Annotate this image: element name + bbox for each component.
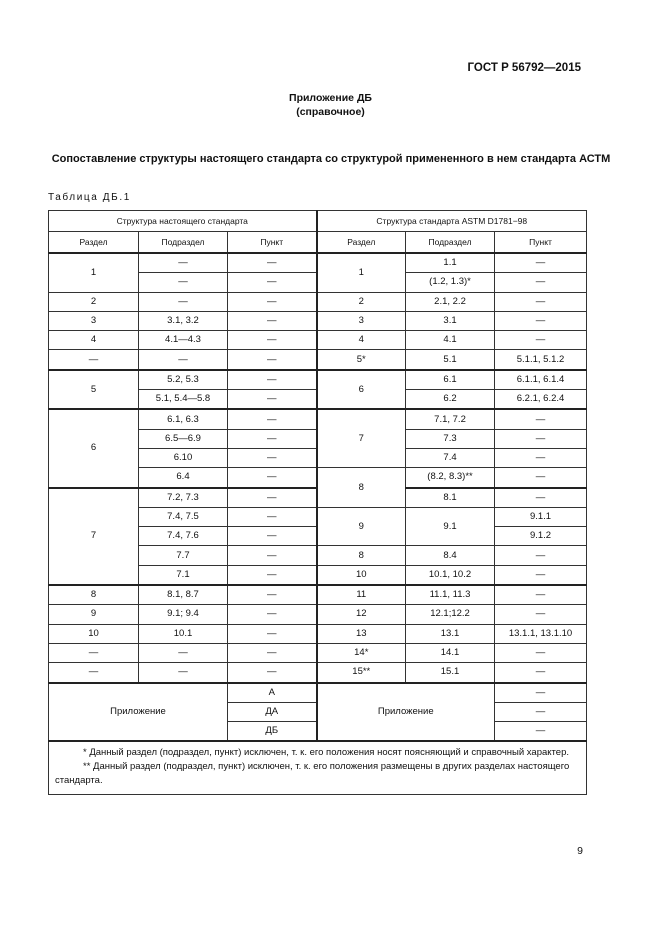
table-cell: — (228, 331, 317, 350)
table-cell: 4 (317, 331, 406, 350)
appendix-type: (справочное) (296, 106, 365, 118)
table-cell: — (228, 350, 317, 370)
table-cell: — (139, 663, 228, 683)
document-header-standard: ГОСТ Р 56792—2015 (467, 62, 581, 74)
table-cell: 7.4, 7.5 (139, 507, 228, 526)
table-cell: 11.1, 11.3 (406, 585, 495, 605)
table-cell: 4 (49, 331, 139, 350)
footnotes (49, 741, 587, 795)
table-row (49, 643, 587, 662)
table-cell: 6 (317, 370, 406, 410)
table-cell: — (139, 253, 228, 273)
table-cell: — (228, 370, 317, 390)
table-cell: 5* (317, 350, 406, 370)
table-cell: — (495, 331, 587, 350)
table-cell: 5.1, 5.4—5.8 (139, 390, 228, 410)
table-row (49, 331, 587, 350)
table-cell: 2 (317, 292, 406, 311)
table-cell: 8 (317, 468, 406, 508)
table-cell: — (228, 643, 317, 662)
table-cell: — (228, 390, 317, 410)
table-cell: — (228, 311, 317, 330)
table-column-header-row (49, 232, 587, 254)
table-cell: 8.4 (406, 546, 495, 565)
table-cell: 6.10 (139, 448, 228, 467)
table-row (49, 624, 587, 643)
table-cell: — (228, 605, 317, 624)
table-cell: 6.1, 6.3 (139, 409, 228, 429)
table-cell: — (495, 409, 587, 429)
table-cell: — (139, 292, 228, 311)
table-cell: 10 (317, 565, 406, 585)
table-cell: 9.1 (406, 507, 495, 546)
table-cell: 14* (317, 643, 406, 662)
table-cell: 9.1.2 (495, 527, 587, 546)
table-cell: — (495, 488, 587, 508)
table-cell: Приложение (49, 683, 228, 742)
table-cell: — (495, 546, 587, 565)
table-caption: Таблица ДБ.1 (48, 192, 131, 203)
table-cell: 9.1.1 (495, 507, 587, 526)
table-cell: 14.1 (406, 643, 495, 662)
table-cell: 13.1 (406, 624, 495, 643)
table-row (49, 350, 587, 370)
section-heading: Сопоставление структуры настоящего стандарта со структурой примененного в нем стандарта АСТМ (51, 153, 611, 165)
table-cell: 6.4 (139, 468, 228, 488)
table-cell: — (228, 448, 317, 467)
table-cell: 12 (317, 605, 406, 624)
table-cell: — (228, 565, 317, 585)
table-cell: 1 (49, 253, 139, 292)
table-cell: 9.1; 9.4 (139, 605, 228, 624)
col-header: Подраздел (406, 232, 495, 254)
table-cell: 4.1—4.3 (139, 331, 228, 350)
col-header: Пункт (228, 232, 317, 254)
table-cell: — (49, 663, 139, 683)
page-number: 9 (577, 845, 583, 857)
table-cell: ДА (228, 702, 317, 721)
table-row (49, 585, 587, 605)
table-cell: 10.1 (139, 624, 228, 643)
table-cell: 13 (317, 624, 406, 643)
table-cell: 8 (49, 585, 139, 605)
table-cell: 7 (49, 488, 139, 585)
table-cell: — (49, 643, 139, 662)
table-cell: 7 (317, 409, 406, 467)
table-cell: — (228, 663, 317, 683)
table-cell: — (495, 643, 587, 662)
table-row (49, 663, 587, 683)
table-cell: — (49, 350, 139, 370)
table-cell: 7.4, 7.6 (139, 527, 228, 546)
table-cell: 9 (317, 507, 406, 546)
table-cell: — (495, 722, 587, 742)
table-row (49, 370, 587, 390)
table-cell: — (228, 507, 317, 526)
table-cell: 6.2 (406, 390, 495, 410)
table-cell: 5 (49, 370, 139, 410)
col-header: Раздел (317, 232, 406, 254)
table-row (49, 605, 587, 624)
table-cell: 5.1.1, 5.1.2 (495, 350, 587, 370)
table-cell: — (139, 273, 228, 292)
group-header-left: Структура настоящего стандарта (49, 211, 317, 232)
group-header-right: Структура стандарта ASTM D1781−98 (317, 211, 587, 232)
table-row (49, 683, 587, 703)
table-cell: — (228, 527, 317, 546)
table-cell: 6.5—6.9 (139, 429, 228, 448)
table-cell: 3 (49, 311, 139, 330)
table-cell: (8.2, 8.3)** (406, 468, 495, 488)
table-cell: 15** (317, 663, 406, 683)
comparison-table (48, 210, 587, 795)
table-cell: 1 (317, 253, 406, 292)
table-cell: 8 (317, 546, 406, 565)
table-cell: — (495, 448, 587, 467)
table-cell: — (228, 273, 317, 292)
footnote-row (49, 741, 587, 795)
table-cell: — (139, 643, 228, 662)
table-cell: Приложение (317, 683, 495, 742)
table-cell: 6.1 (406, 370, 495, 390)
table-cell: — (228, 546, 317, 565)
col-header: Пункт (495, 232, 587, 254)
table-cell: — (495, 253, 587, 273)
table-cell: — (495, 605, 587, 624)
table-cell: — (228, 488, 317, 508)
footnote: * Данный раздел (подраздел, пункт) исключен, т. к. его положения носят поясняющий и справочный характер. (83, 747, 569, 759)
table-cell: 7.3 (406, 429, 495, 448)
table-cell: — (495, 292, 587, 311)
table-cell: — (495, 663, 587, 683)
table-cell: — (228, 253, 317, 273)
table-cell: 7.2, 7.3 (139, 488, 228, 508)
table-cell: А (228, 683, 317, 703)
table-cell: 6 (49, 409, 139, 487)
table-cell: 7.1, 7.2 (406, 409, 495, 429)
table-cell: — (228, 624, 317, 643)
table-cell: 1.1 (406, 253, 495, 273)
table-cell: 6.2.1, 6.2.4 (495, 390, 587, 410)
table-cell: 15.1 (406, 663, 495, 683)
table-cell: — (495, 565, 587, 585)
table-cell: — (495, 683, 587, 703)
table-row (49, 292, 587, 311)
table-cell: — (495, 429, 587, 448)
table-cell: 3.1 (406, 311, 495, 330)
table-cell: 11 (317, 585, 406, 605)
table-cell: 12.1;12.2 (406, 605, 495, 624)
table-cell: 2 (49, 292, 139, 311)
table-cell: — (139, 350, 228, 370)
table-cell: 10.1, 10.2 (406, 565, 495, 585)
table-cell: — (495, 585, 587, 605)
table-cell: 8.1 (406, 488, 495, 508)
table-cell: 13.1.1, 13.1.10 (495, 624, 587, 643)
table-cell: — (228, 468, 317, 488)
table-cell: — (495, 273, 587, 292)
table-cell: 5.2, 5.3 (139, 370, 228, 390)
col-header: Раздел (49, 232, 139, 254)
appendix-name: Приложение ДБ (289, 92, 372, 104)
footnote: ** Данный раздел (подраздел, пункт) исключен, т. к. его положения размещены в других разделах настоящего стандарта. (55, 761, 570, 787)
table-group-header-row (49, 211, 587, 232)
table-row (49, 409, 587, 429)
table-cell: — (495, 311, 587, 330)
table-cell: 4.1 (406, 331, 495, 350)
col-header: Подраздел (139, 232, 228, 254)
table-cell: 3.1, 3.2 (139, 311, 228, 330)
table-cell: 7.4 (406, 448, 495, 467)
table-cell: — (495, 468, 587, 488)
table-cell: — (228, 429, 317, 448)
table-cell: 10 (49, 624, 139, 643)
table-cell: — (228, 585, 317, 605)
appendix-title (0, 91, 661, 119)
table-cell: ДБ (228, 722, 317, 742)
table-cell: 6.1.1, 6.1.4 (495, 370, 587, 390)
table-cell: — (228, 292, 317, 311)
table-cell: — (228, 409, 317, 429)
table-cell: 3 (317, 311, 406, 330)
table-row (49, 311, 587, 330)
table-cell: 2.1, 2.2 (406, 292, 495, 311)
table-cell: 7.7 (139, 546, 228, 565)
table-cell: 8.1, 8.7 (139, 585, 228, 605)
table-cell: 5.1 (406, 350, 495, 370)
table-cell: — (495, 702, 587, 721)
table-row (49, 253, 587, 273)
table-cell: 9 (49, 605, 139, 624)
table-cell: 7.1 (139, 565, 228, 585)
table-cell: (1.2, 1.3)* (406, 273, 495, 292)
